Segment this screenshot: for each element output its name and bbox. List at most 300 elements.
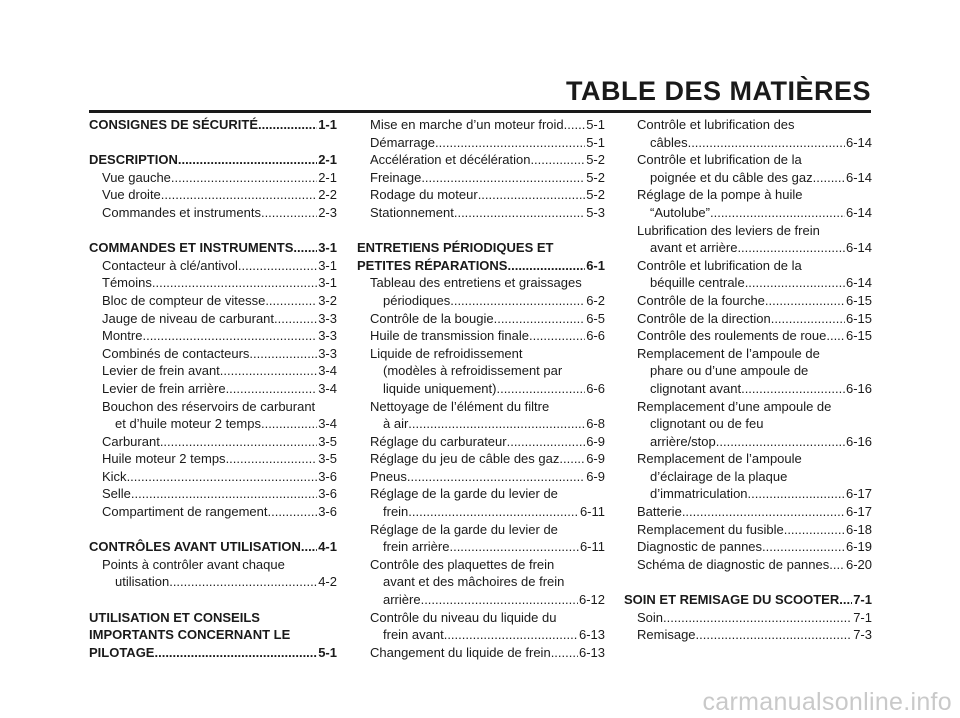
toc-entry [357, 521, 605, 539]
dot-leader [407, 468, 585, 486]
toc-entry [357, 362, 605, 380]
dot-leader [688, 134, 845, 152]
dot-leader [293, 239, 317, 257]
toc-page-number: 3-3 [318, 345, 337, 361]
dot-leader [716, 433, 845, 451]
toc-page-number: 3-2 [318, 292, 337, 308]
toc-page-number: 4-1 [318, 539, 337, 555]
toc-page-number: 6-9 [586, 451, 605, 467]
toc-entry-text: câbles [650, 134, 688, 150]
toc-entry-text: Réglage du jeu de câble des gaz [370, 451, 560, 467]
toc-entry-text: Rodage du moteur [370, 187, 478, 203]
toc-entry-text: clignotant ou de feu [650, 416, 764, 432]
dot-leader [178, 151, 317, 169]
toc-page-number: 5-1 [586, 134, 605, 150]
toc-entry-text: Contrôle de la direction [637, 310, 771, 326]
dot-leader [839, 591, 852, 609]
toc-entry-text: Pneus [370, 468, 407, 484]
toc-entry-text: UTILISATION ET CONSEILS [89, 609, 260, 625]
toc-page-number: 5-2 [586, 187, 605, 203]
toc-entry[interactable] [89, 415, 337, 433]
toc-entry-text: avant et des mâchoires de frein [383, 574, 565, 590]
toc-page-number: 6-14 [845, 204, 872, 220]
toc-entry-text: Mise en marche d’un moteur froid [370, 117, 564, 132]
toc-entry-text: Réglage du carburateur [370, 433, 507, 449]
dot-leader [454, 204, 585, 222]
toc-page-number: 3-6 [318, 486, 337, 502]
dot-leader [161, 186, 317, 204]
toc-entry-text: d’immatriculation [650, 486, 748, 502]
toc-entry-text: Contrôle du niveau du liquide du [370, 609, 557, 625]
toc-page-number: 2-1 [318, 169, 337, 185]
dot-leader [435, 134, 585, 152]
toc-spacer [89, 591, 337, 609]
dot-leader [765, 292, 845, 310]
toc-page-number: 6-17 [845, 504, 872, 520]
toc-page-number: 6-1 [586, 257, 605, 273]
toc-entry[interactable] [89, 345, 337, 363]
toc-page-number: 3-1 [318, 275, 337, 291]
toc-entry-text: Réglage de la garde du levier de [370, 486, 558, 502]
toc-entry-text: (modèles à refroidissement par [383, 363, 563, 379]
toc-entry-text: IMPORTANTS CONCERNANT LE [89, 627, 291, 643]
toc-entry-text: Contrôle de la bougie [370, 310, 494, 326]
toc-entry-text: poignée et du câble des gaz [650, 169, 813, 185]
toc-page-number: 2-1 [318, 152, 337, 168]
toc-entry [624, 398, 872, 416]
toc-entry-text: Remplacement d’une ampoule de [637, 398, 832, 414]
toc-entry[interactable] [624, 556, 872, 574]
dot-leader [171, 169, 317, 187]
dot-leader [551, 644, 578, 662]
dot-leader [408, 503, 579, 521]
toc-entry-text: Diagnostic de pannes [637, 539, 763, 555]
toc-entry[interactable] [357, 626, 605, 644]
toc-entry[interactable] [357, 450, 605, 468]
toc-section-heading[interactable] [89, 239, 337, 257]
toc-entry-text: Combinés de contacteurs [102, 345, 250, 361]
dot-leader [421, 591, 578, 609]
toc-entry-text: Vue gauche [102, 169, 171, 185]
dot-leader [421, 169, 585, 187]
toc-entry[interactable] [357, 591, 605, 609]
dot-leader [494, 310, 586, 328]
toc-section-heading[interactable] [89, 151, 337, 169]
toc-section-heading[interactable] [624, 591, 872, 609]
toc-entry[interactable] [357, 380, 605, 398]
watermark: carmanualsonline.info [702, 688, 952, 716]
toc-entry-text: Réglage de la pompe à huile [637, 187, 803, 203]
toc-page-number: 5-2 [586, 169, 605, 185]
toc-page-number: 6-19 [845, 539, 872, 555]
toc-entry[interactable] [357, 503, 605, 521]
dot-leader [220, 362, 317, 380]
dot-leader [450, 292, 585, 310]
toc-entry[interactable] [357, 204, 605, 222]
toc-entry [357, 398, 605, 416]
toc-entry[interactable] [357, 186, 605, 204]
toc-section-heading[interactable] [89, 538, 337, 556]
toc-entry[interactable] [357, 310, 605, 328]
toc-entry-text: Stationnement [370, 204, 454, 220]
dot-leader [748, 485, 845, 503]
dot-leader [710, 204, 845, 222]
toc-entry[interactable] [357, 151, 605, 169]
toc-page-number: 5-3 [586, 204, 605, 220]
toc-entry-text: “Autolube” [650, 204, 710, 220]
dot-leader [226, 380, 318, 398]
toc-entry [624, 186, 872, 204]
toc-spacer [89, 521, 337, 539]
toc-page-number: 6-14 [845, 134, 872, 150]
toc-entry[interactable] [89, 485, 337, 503]
toc-entry-text: Remplacement de l’ampoule [637, 451, 802, 467]
toc-entry [89, 398, 337, 416]
toc-entry-text: Montre [102, 328, 143, 344]
toc-entry-text: arrière/stop [650, 433, 716, 449]
toc-page-number: 6-11 [579, 504, 605, 520]
toc-entry-text: Témoins [102, 275, 152, 291]
toc-entry [357, 556, 605, 574]
dot-leader [265, 292, 317, 310]
dot-leader [127, 468, 318, 486]
toc-entry-text: Bouchon des réservoirs de carburant [102, 398, 316, 414]
toc-entry-text: Contrôle des plaquettes de frein [370, 556, 555, 572]
toc-entry-text: CONSIGNES DE SÉCURITÉ [89, 117, 259, 132]
toc-entry[interactable] [357, 433, 605, 451]
toc-page-number: 1-1 [318, 117, 337, 132]
toc-page-number: 3-3 [318, 310, 337, 326]
toc-entry[interactable] [357, 538, 605, 556]
toc-entry-text: Levier de frein arrière [102, 380, 226, 396]
toc-entry[interactable] [624, 609, 872, 627]
toc-entry-text: PETITES RÉPARATIONS [357, 257, 508, 273]
toc-page-number: 3-5 [318, 433, 337, 449]
toc-entry [624, 450, 872, 468]
toc-entry-text: Batterie [637, 504, 682, 520]
toc-entry[interactable] [89, 573, 337, 591]
toc-spacer [357, 222, 605, 240]
toc-entry-text: Carburant [102, 433, 160, 449]
dot-leader [559, 450, 585, 468]
toc-page-number: 3-3 [318, 328, 337, 344]
toc-page-number: 5-2 [586, 152, 605, 168]
toc-entry[interactable] [89, 362, 337, 380]
toc-entry[interactable] [357, 169, 605, 187]
toc-entry[interactable] [624, 292, 872, 310]
toc-page-number: 6-6 [586, 328, 605, 344]
dot-leader [696, 626, 853, 644]
toc-column-1 [89, 116, 337, 661]
dot-leader [249, 345, 317, 363]
toc-page-number: 6-14 [845, 169, 872, 185]
toc-entry[interactable] [624, 433, 872, 451]
dot-leader [564, 116, 586, 134]
toc-entry-text: SOIN ET REMISAGE DU SCOOTER [624, 592, 840, 608]
dot-leader [530, 151, 585, 169]
dot-leader [507, 433, 586, 451]
dot-leader [741, 380, 845, 398]
toc-entry-text: à air [383, 416, 409, 432]
dot-leader [169, 573, 317, 591]
toc-page-number: 3-1 [318, 240, 337, 256]
toc-page-number: 6-13 [578, 627, 605, 643]
toc-entry[interactable] [357, 415, 605, 433]
toc-entry [624, 116, 872, 134]
dot-leader [745, 274, 845, 292]
dot-leader [663, 609, 852, 627]
toc-entry[interactable] [357, 116, 605, 134]
toc-entry[interactable] [624, 521, 872, 539]
toc-section-heading[interactable] [357, 257, 605, 275]
toc-entry[interactable] [624, 503, 872, 521]
toc-column-2 [357, 116, 605, 661]
toc-entry [624, 222, 872, 240]
toc-page-number: 6-8 [586, 416, 605, 432]
toc-entry-text: Remisage [637, 627, 696, 643]
toc-entry-text: clignotant avant [650, 380, 742, 396]
toc-entry-text: béquille centrale [650, 275, 745, 291]
toc-entry[interactable] [624, 169, 872, 187]
toc-entry-text: Bloc de compteur de vitesse [102, 292, 266, 308]
toc-entry-text: Huile de transmission finale [370, 328, 529, 344]
toc-entry [624, 345, 872, 363]
toc-entry[interactable] [357, 327, 605, 345]
toc-entry-text: Vue droite [102, 187, 161, 203]
toc-entry-text: CONTRÔLES AVANT UTILISATION [89, 539, 301, 555]
toc-page-number: 6-11 [579, 539, 605, 555]
dot-leader [737, 239, 845, 257]
toc-column-3 [624, 116, 872, 644]
dot-leader [238, 257, 317, 275]
toc-entry[interactable] [357, 468, 605, 486]
toc-page-number: 3-4 [318, 380, 337, 396]
toc-spacer [89, 134, 337, 152]
toc-entry-text: Points à contrôler avant chaque [102, 556, 285, 572]
toc-entry[interactable] [89, 169, 337, 187]
toc-section-heading [89, 626, 337, 644]
toc-entry-text: Contrôle et lubrification de la [637, 257, 802, 273]
toc-page-number: 6-12 [578, 592, 605, 608]
toc-entry-text: avant et arrière [650, 240, 738, 256]
toc-entry-text: Lubrification des leviers de frein [637, 222, 820, 238]
toc-entry[interactable] [89, 327, 337, 345]
toc-entry[interactable] [89, 292, 337, 310]
dot-leader [301, 538, 317, 556]
dot-leader [771, 310, 845, 328]
toc-page-number: 6-14 [845, 275, 872, 291]
dot-leader [813, 169, 845, 187]
toc-entry-text: Remplacement de l’ampoule de [637, 345, 820, 361]
dot-leader [444, 626, 578, 644]
toc-entry[interactable] [89, 186, 337, 204]
dot-leader [152, 274, 317, 292]
toc-entry-text: ENTRETIENS PÉRIODIQUES ET [357, 240, 554, 256]
toc-entry-text: Compartiment de rangement [102, 504, 268, 520]
dot-leader [507, 257, 585, 275]
dot-leader [160, 433, 317, 451]
dot-leader [529, 327, 585, 345]
toc-entry-text: et d’huile moteur 2 temps [115, 416, 261, 432]
toc-page-number: 3-4 [318, 363, 337, 379]
toc-page-number: 5-1 [586, 117, 605, 132]
toc-entry[interactable] [357, 134, 605, 152]
toc-entry [357, 609, 605, 627]
toc-page-number: 6-20 [845, 556, 872, 572]
toc-entry[interactable] [624, 538, 872, 556]
toc-page-number: 6-13 [578, 644, 605, 660]
toc-entry[interactable] [89, 274, 337, 292]
toc-entry[interactable] [89, 433, 337, 451]
toc-entry-text: périodiques [383, 292, 451, 308]
toc-page-number: 6-14 [845, 240, 872, 256]
toc-entry[interactable] [624, 204, 872, 222]
toc-entry [89, 556, 337, 574]
toc-page-number: 6-15 [845, 292, 872, 308]
toc-entry-text: Commandes et instruments [102, 204, 261, 220]
toc-entry-text: Soin [637, 609, 664, 625]
toc-entry[interactable] [624, 380, 872, 398]
dot-leader [142, 327, 317, 345]
toc-entry-text: Changement du liquide de frein [370, 644, 551, 660]
dot-leader [682, 503, 845, 521]
toc-entry-text: Contrôle des roulements de roue [637, 328, 827, 344]
toc-entry[interactable] [624, 626, 872, 644]
toc-entry-text: PILOTAGE [89, 644, 155, 660]
toc-page-number: 6-15 [845, 310, 872, 326]
toc-entry[interactable] [357, 644, 605, 662]
toc-page-number: 6-9 [586, 468, 605, 484]
toc-entry [624, 415, 872, 433]
toc-entry[interactable] [89, 257, 337, 275]
toc-entry[interactable] [624, 485, 872, 503]
toc-entry[interactable] [624, 310, 872, 328]
toc-entry[interactable] [89, 204, 337, 222]
toc-entry-text: Liquide de refroidissement [370, 345, 523, 361]
toc-page-number: 3-6 [318, 504, 337, 520]
dot-leader [267, 503, 317, 521]
toc-page-number: 3-6 [318, 468, 337, 484]
toc-entry-text: Accélération et décélération [370, 152, 531, 168]
dot-leader [408, 415, 585, 433]
toc-page-number: 2-3 [318, 204, 337, 220]
toc-entry-text: COMMANDES ET INSTRUMENTS [89, 240, 294, 256]
toc-entry-text: Contacteur à clé/antivol [102, 257, 238, 273]
dot-leader [261, 415, 317, 433]
toc-section-heading [89, 609, 337, 627]
toc-entry-text: Remplacement du fusible [637, 521, 784, 537]
toc-entry-text: d’éclairage de la plaque [650, 468, 788, 484]
toc-entry [624, 468, 872, 486]
dot-leader [496, 380, 585, 398]
toc-page-number: 6-15 [845, 328, 872, 344]
toc-page-number: 6-5 [586, 310, 605, 326]
toc-page-number: 3-1 [318, 257, 337, 273]
toc-entry-text: liquide uniquement) [383, 380, 497, 396]
toc-page-number: 7-3 [853, 627, 872, 643]
dot-leader [784, 521, 845, 539]
toc-entry [624, 362, 872, 380]
toc-entry[interactable] [89, 503, 337, 521]
toc-page-number: 6-16 [845, 433, 872, 449]
toc-page-number: 6-6 [586, 380, 605, 396]
dot-leader [154, 644, 317, 662]
dot-leader [226, 450, 318, 468]
dot-leader [478, 186, 586, 204]
toc-entry-text: Tableau des entretiens et graissages [370, 275, 582, 291]
toc-spacer [89, 222, 337, 240]
toc-entry[interactable] [624, 239, 872, 257]
dot-leader [261, 204, 317, 222]
toc-page-number: 6-17 [845, 486, 872, 502]
dot-leader [449, 538, 578, 556]
toc-entry-text: Kick [102, 468, 127, 484]
toc-page-number: 3-4 [318, 416, 337, 432]
toc-entry-text: Levier de frein avant [102, 363, 220, 379]
toc-entry [357, 485, 605, 503]
toc-page-number: 4-2 [318, 574, 337, 590]
toc-entry-text: phare ou d’une ampoule de [650, 363, 809, 379]
toc-entry[interactable] [89, 450, 337, 468]
toc-entry [357, 573, 605, 591]
toc-page-number: 7-1 [853, 592, 872, 608]
toc-entry[interactable] [624, 327, 872, 345]
toc-entry[interactable] [89, 380, 337, 398]
toc-entry-text: Schéma de diagnostic de pannes [637, 556, 830, 572]
toc-page-number: 6-2 [586, 292, 605, 308]
toc-entry[interactable] [624, 274, 872, 292]
toc-entry [624, 257, 872, 275]
toc-entry [357, 345, 605, 363]
dot-leader [762, 538, 845, 556]
toc-page-number: 6-18 [845, 521, 872, 537]
toc-section-heading[interactable] [89, 644, 337, 662]
toc-entry[interactable] [624, 134, 872, 152]
toc-entry [624, 151, 872, 169]
toc-entry-text: frein avant [383, 627, 444, 643]
toc-entry-text: DESCRIPTION [89, 152, 178, 168]
toc-page-number: 2-2 [318, 187, 337, 203]
toc-entry-text: Freinage [370, 169, 422, 185]
page-title: TABLE DES MATIÈRES [565, 76, 871, 106]
title-rule [89, 110, 871, 113]
toc-entry-text: Selle [102, 486, 131, 502]
toc-entry-text: frein [383, 504, 409, 520]
toc-entry-text: Démarrage [370, 134, 436, 150]
toc-entry-text: Contrôle et lubrification des [637, 117, 795, 132]
toc-page-number: 3-5 [318, 451, 337, 467]
dot-leader [131, 485, 317, 503]
toc-entry[interactable] [89, 468, 337, 486]
dot-leader [258, 116, 317, 134]
toc-page-number: 7-1 [853, 609, 872, 625]
dot-leader [829, 556, 845, 574]
toc-entry[interactable] [89, 310, 337, 328]
toc-entry-text: frein arrière [383, 539, 450, 555]
toc-page-number: 6-9 [586, 433, 605, 449]
toc-entry-text: Huile moteur 2 temps [102, 451, 226, 467]
toc-page-number: 5-1 [318, 644, 337, 660]
toc-entry-text: Jauge de niveau de carburant [102, 310, 275, 326]
dot-leader [274, 310, 317, 328]
toc-entry [357, 274, 605, 292]
toc-section-heading [357, 239, 605, 257]
dot-leader [826, 327, 845, 345]
toc-spacer [624, 573, 872, 591]
toc-entry-text: Réglage de la garde du levier de [370, 521, 558, 537]
toc-entry[interactable] [357, 292, 605, 310]
toc-section-heading[interactable] [89, 116, 337, 134]
